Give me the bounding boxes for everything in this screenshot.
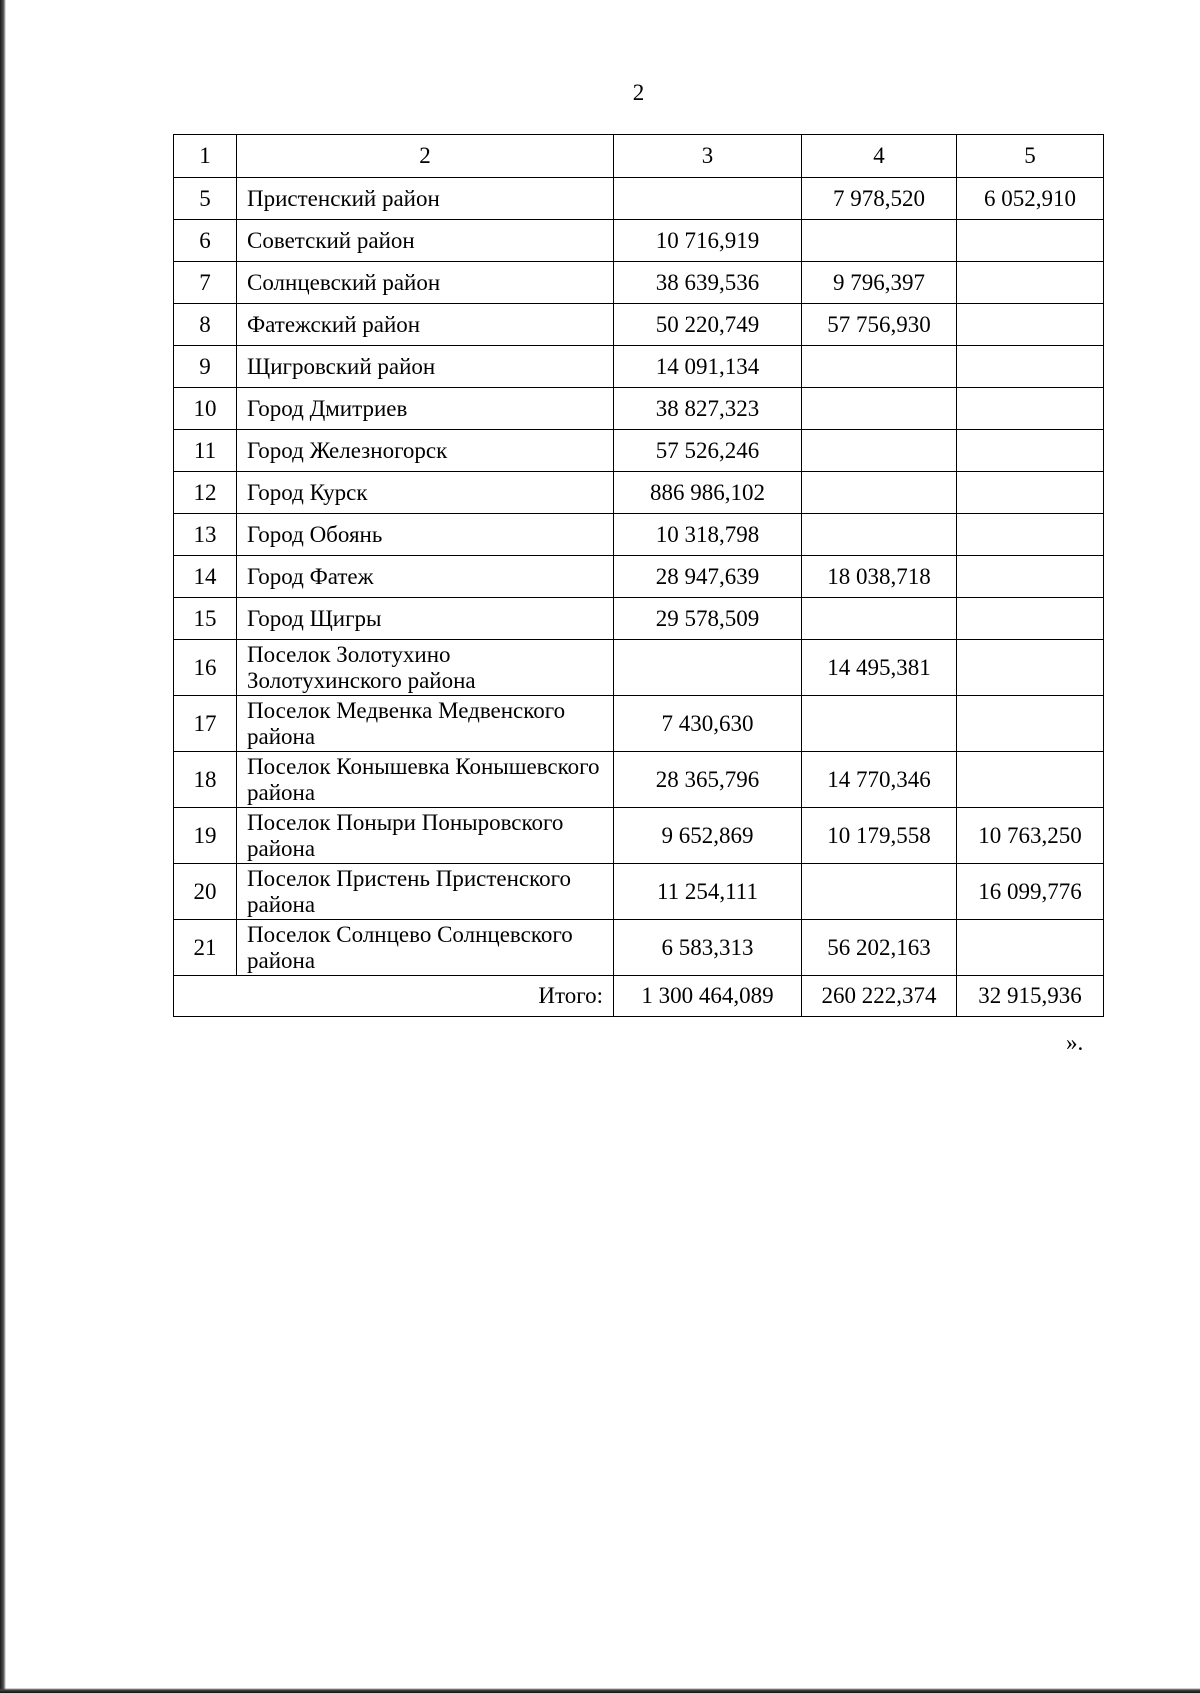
row-col4-cell — [802, 696, 957, 752]
header-cell: 5 — [957, 135, 1104, 178]
header-cell: 3 — [614, 135, 802, 178]
row-col4-cell — [802, 388, 957, 430]
row-col5-cell — [957, 262, 1104, 304]
row-col3-cell: 7 430,630 — [614, 696, 802, 752]
row-col4-cell: 57 756,930 — [802, 304, 957, 346]
row-number-cell: 20 — [174, 864, 237, 920]
row-name-cell: Город Обоянь — [237, 514, 614, 556]
row-col4-cell: 14 495,381 — [802, 640, 957, 696]
row-col4-cell: 7 978,520 — [802, 178, 957, 220]
scan-edge-left — [0, 0, 6, 1693]
table-body — [174, 135, 1104, 1017]
row-number-cell: 10 — [174, 388, 237, 430]
row-number-cell: 19 — [174, 808, 237, 864]
table-row — [174, 808, 1104, 864]
row-name-cell: Пристенский район — [237, 178, 614, 220]
row-col5-cell — [957, 514, 1104, 556]
row-name-cell: Солнцевский район — [237, 262, 614, 304]
row-col5-cell — [957, 696, 1104, 752]
total-col4-cell: 260 222,374 — [802, 976, 957, 1017]
table-row — [174, 304, 1104, 346]
row-col3-cell: 28 365,796 — [614, 752, 802, 808]
row-col5-cell — [957, 304, 1104, 346]
row-col3-cell — [614, 640, 802, 696]
header-cell: 2 — [237, 135, 614, 178]
row-name-cell: Город Курск — [237, 472, 614, 514]
row-name-cell: Поселок Золотухино Золотухинского района — [237, 640, 614, 696]
row-number-cell: 5 — [174, 178, 237, 220]
table-row — [174, 388, 1104, 430]
row-number-cell: 18 — [174, 752, 237, 808]
row-number-cell: 6 — [174, 220, 237, 262]
table-row — [174, 472, 1104, 514]
row-col4-cell — [802, 430, 957, 472]
row-col4-cell — [802, 514, 957, 556]
row-col3-cell: 50 220,749 — [614, 304, 802, 346]
row-col5-cell — [957, 920, 1104, 976]
row-col5-cell — [957, 556, 1104, 598]
table-row — [174, 920, 1104, 976]
row-col3-cell: 14 091,134 — [614, 346, 802, 388]
row-col5-cell — [957, 220, 1104, 262]
row-col3-cell: 6 583,313 — [614, 920, 802, 976]
row-number-cell: 16 — [174, 640, 237, 696]
row-number-cell: 7 — [174, 262, 237, 304]
table-row — [174, 178, 1104, 220]
total-col5-cell: 32 915,936 — [957, 976, 1104, 1017]
row-number-cell: 11 — [174, 430, 237, 472]
closing-quote-mark: ». — [1066, 1030, 1084, 1055]
row-col3-cell: 10 318,798 — [614, 514, 802, 556]
row-col3-cell: 28 947,639 — [614, 556, 802, 598]
row-number-cell: 9 — [174, 346, 237, 388]
row-col3-cell: 57 526,246 — [614, 430, 802, 472]
row-name-cell: Город Щигры — [237, 598, 614, 640]
table-row — [174, 598, 1104, 640]
page-number: 2 — [632, 80, 645, 105]
row-name-cell: Щигровский район — [237, 346, 614, 388]
row-col4-cell — [802, 598, 957, 640]
row-col5-cell — [957, 430, 1104, 472]
row-name-cell: Поселок Пристень Пристенского района — [237, 864, 614, 920]
row-col5-cell — [957, 346, 1104, 388]
row-name-cell: Город Фатеж — [237, 556, 614, 598]
row-col5-cell — [957, 388, 1104, 430]
row-name-cell: Советский район — [237, 220, 614, 262]
row-col4-cell: 14 770,346 — [802, 752, 957, 808]
row-col4-cell — [802, 472, 957, 514]
row-col5-cell: 6 052,910 — [957, 178, 1104, 220]
row-col3-cell: 10 716,919 — [614, 220, 802, 262]
row-name-cell: Поселок Конышевка Конышевского района — [237, 752, 614, 808]
row-name-cell: Поселок Солнцево Солнцевского района — [237, 920, 614, 976]
row-col5-cell — [957, 472, 1104, 514]
row-number-cell: 15 — [174, 598, 237, 640]
row-number-cell: 14 — [174, 556, 237, 598]
row-name-cell: Поселок Поныри Поныровского района — [237, 808, 614, 864]
row-col4-cell: 9 796,397 — [802, 262, 957, 304]
row-col4-cell — [802, 864, 957, 920]
row-number-cell: 12 — [174, 472, 237, 514]
row-col5-cell — [957, 752, 1104, 808]
row-col3-cell: 886 986,102 — [614, 472, 802, 514]
row-col5-cell — [957, 640, 1104, 696]
row-col3-cell — [614, 178, 802, 220]
row-number-cell: 17 — [174, 696, 237, 752]
header-cell: 1 — [174, 135, 237, 178]
table-row — [174, 640, 1104, 696]
row-name-cell: Фатежский район — [237, 304, 614, 346]
row-col5-cell: 16 099,776 — [957, 864, 1104, 920]
row-col3-cell: 11 254,111 — [614, 864, 802, 920]
row-name-cell: Город Дмитриев — [237, 388, 614, 430]
table-total-row — [174, 976, 1104, 1017]
row-col4-cell: 18 038,718 — [802, 556, 957, 598]
row-col3-cell: 38 827,323 — [614, 388, 802, 430]
table-row — [174, 864, 1104, 920]
table-row — [174, 514, 1104, 556]
row-number-cell: 13 — [174, 514, 237, 556]
table-row — [174, 752, 1104, 808]
row-name-cell: Поселок Медвенка Медвенского района — [237, 696, 614, 752]
table-row — [174, 556, 1104, 598]
header-cell: 4 — [802, 135, 957, 178]
table-row — [174, 430, 1104, 472]
row-col3-cell: 29 578,509 — [614, 598, 802, 640]
table-row — [174, 696, 1104, 752]
row-col3-cell: 38 639,536 — [614, 262, 802, 304]
table-row — [174, 262, 1104, 304]
row-name-cell: Город Железногорск — [237, 430, 614, 472]
row-number-cell: 8 — [174, 304, 237, 346]
table-header-row — [174, 135, 1104, 178]
table-row — [174, 220, 1104, 262]
row-col3-cell: 9 652,869 — [614, 808, 802, 864]
row-col5-cell: 10 763,250 — [957, 808, 1104, 864]
scan-edge-bottom — [0, 1688, 1200, 1693]
total-col3-cell: 1 300 464,089 — [614, 976, 802, 1017]
row-col4-cell — [802, 346, 957, 388]
total-label: Итого: — [174, 976, 614, 1017]
data-table — [173, 134, 1104, 1017]
row-col5-cell — [957, 598, 1104, 640]
row-col4-cell: 10 179,558 — [802, 808, 957, 864]
row-col4-cell — [802, 220, 957, 262]
row-col4-cell: 56 202,163 — [802, 920, 957, 976]
row-number-cell: 21 — [174, 920, 237, 976]
table-row — [174, 346, 1104, 388]
